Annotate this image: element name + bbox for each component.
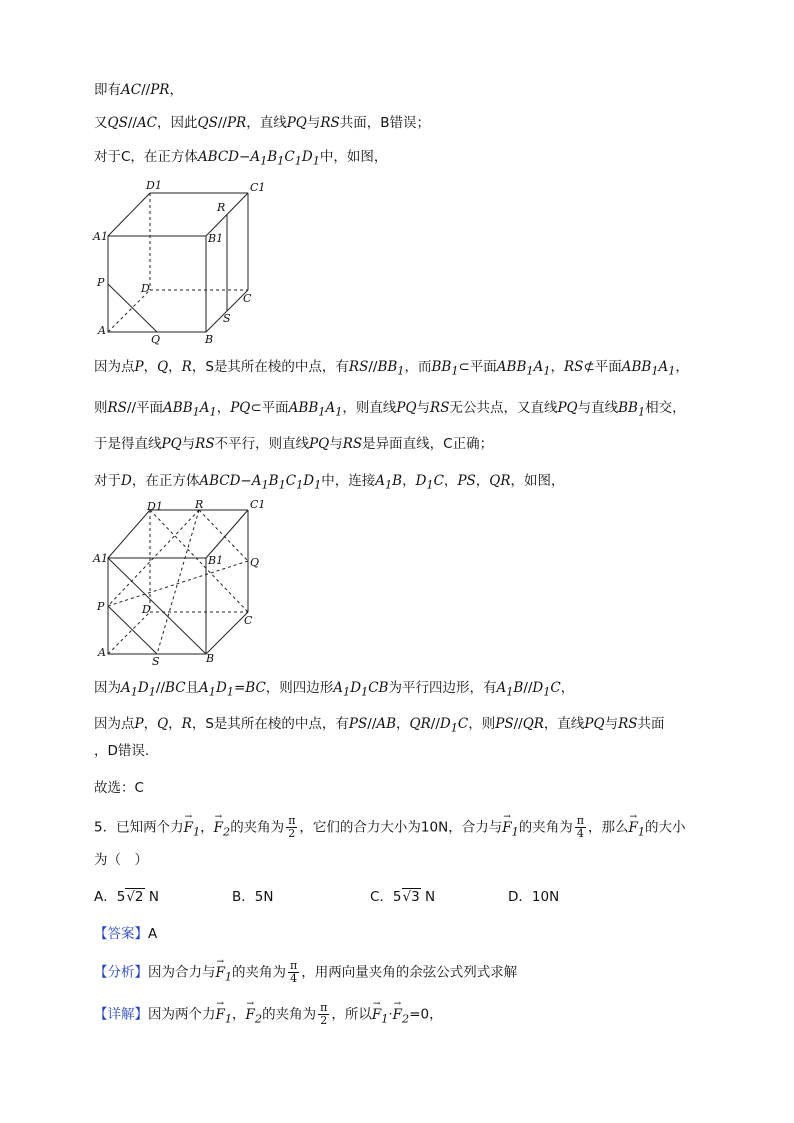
option-b: B．5N xyxy=(232,889,274,905)
text-line-8: 因为$A_1D_1//BC$且$A_1D_1=BC$，则四边形$A_1D_1CB$为平行四边形，有$A_1B//D_1C$， xyxy=(94,680,575,699)
fig1-label-B: B xyxy=(205,333,214,346)
text-line-4: 因为点P，Q，R，S是其所在棱的中点，有$RS//BB_1$，而$BB_1\subset$平面$ABB_1A_1$，RS⊄平面$ABB_1A_1$， xyxy=(94,359,689,378)
text-line-3: 对于C，在正方体$ABCD-A_1B_1C_1D_1$中，如图， xyxy=(94,149,388,168)
text-line-11: 故选：C xyxy=(94,780,144,796)
fig1-label-S: S xyxy=(223,312,231,325)
fig2-label-R: R xyxy=(195,500,204,511)
fig2-label-S: S xyxy=(152,655,160,668)
question-5-stem: 5．已知两个力→ $F_1$，→ $F_2$的夹角为 $\frac{\pi}{2}$ ，它们的合力大小为10N，合力与→ $F_1$的夹角为 $\frac{\pi}{4}$ ，那么→ $F_1$的大小 xyxy=(94,815,686,842)
fig1-label-C: C xyxy=(243,292,252,305)
detail-line: 【详解】因为两个力→ $F_1$，→ $F_2$的夹角为 $\frac{\pi}{2}$ ，所以→ $F_1\cdot\to F_2=0$， xyxy=(94,1002,443,1029)
fig1-label-D1: D1 xyxy=(146,179,162,192)
analysis-tag: 【分析】 xyxy=(94,964,148,981)
detail-tag: 【详解】 xyxy=(94,1006,148,1023)
fig1-label-D: D xyxy=(141,282,150,295)
fig2-label-B1: B1 xyxy=(208,554,224,567)
text-line-1: 即有AC//PR， xyxy=(94,82,183,98)
text-line-5: 则RS//平面$ABB_1A_1$，PQ⊂平面$ABB_1A_1$，则直线PQ与RS无公共点，又直线PQ与直线$BB_1$相交， xyxy=(94,400,686,419)
answer-tag: 【答案】 xyxy=(94,926,148,942)
cube-figure-2 xyxy=(92,500,272,670)
fig1-label-R: R xyxy=(217,201,226,214)
fig2-label-A1: A1 xyxy=(93,552,108,565)
text-line-6: 于是得直线PQ与RS不平行，则直线PQ与RS是异面直线，C正确； xyxy=(94,436,494,452)
analysis-line: 【分析】因为合力与→ $F_1$的夹角为 $\frac{\pi}{4}$ ，用两向量夹角的余弦公式列式求解 xyxy=(94,960,517,987)
fig1-label-B1: B1 xyxy=(208,232,224,245)
fig2-label-D1: D1 xyxy=(147,500,163,513)
text-line-7: 对于D，在正方体$ABCD-A_1B_1C_1D_1$中，连接$A_1B$，$D_1C$，PS，QR，如图， xyxy=(94,473,565,492)
fig2-label-P: P xyxy=(97,600,105,613)
fig1-label-A1: A1 xyxy=(93,230,108,243)
option-a: A．5√2 N xyxy=(94,889,159,905)
fig1-label-P: P xyxy=(97,276,105,289)
text-line-2: 又QS//AC，因此QS//PR，直线PQ与RS共面，B错误； xyxy=(94,115,431,131)
answer-line xyxy=(94,924,157,944)
fig2-label-Q: Q xyxy=(250,556,260,569)
fig2-label-B: B xyxy=(206,652,215,665)
fig2-label-C1: C1 xyxy=(250,500,266,511)
cube-figure-1 xyxy=(92,178,272,348)
option-c: C．5√3 N xyxy=(370,889,436,905)
options-row xyxy=(94,887,694,907)
answer-value: A xyxy=(148,926,158,942)
text-line-9: 因为点P，Q，R，S是其所在棱的中点，有PS//AB，$QR//D_1C$，则PS//QR，直线PQ与RS共面 xyxy=(94,716,665,735)
question-5-stem-cont: 为（ ） xyxy=(94,852,148,868)
fig1-label-A: A xyxy=(98,324,106,337)
fig2-label-D: D xyxy=(142,603,151,616)
text-line-10: ，D错误. xyxy=(94,743,150,759)
fig2-label-C: C xyxy=(244,614,253,627)
fig1-label-C1: C1 xyxy=(250,181,266,194)
fig1-label-Q: Q xyxy=(151,333,161,346)
fig2-label-A: A xyxy=(98,646,106,659)
option-d: D．10N xyxy=(508,889,560,905)
